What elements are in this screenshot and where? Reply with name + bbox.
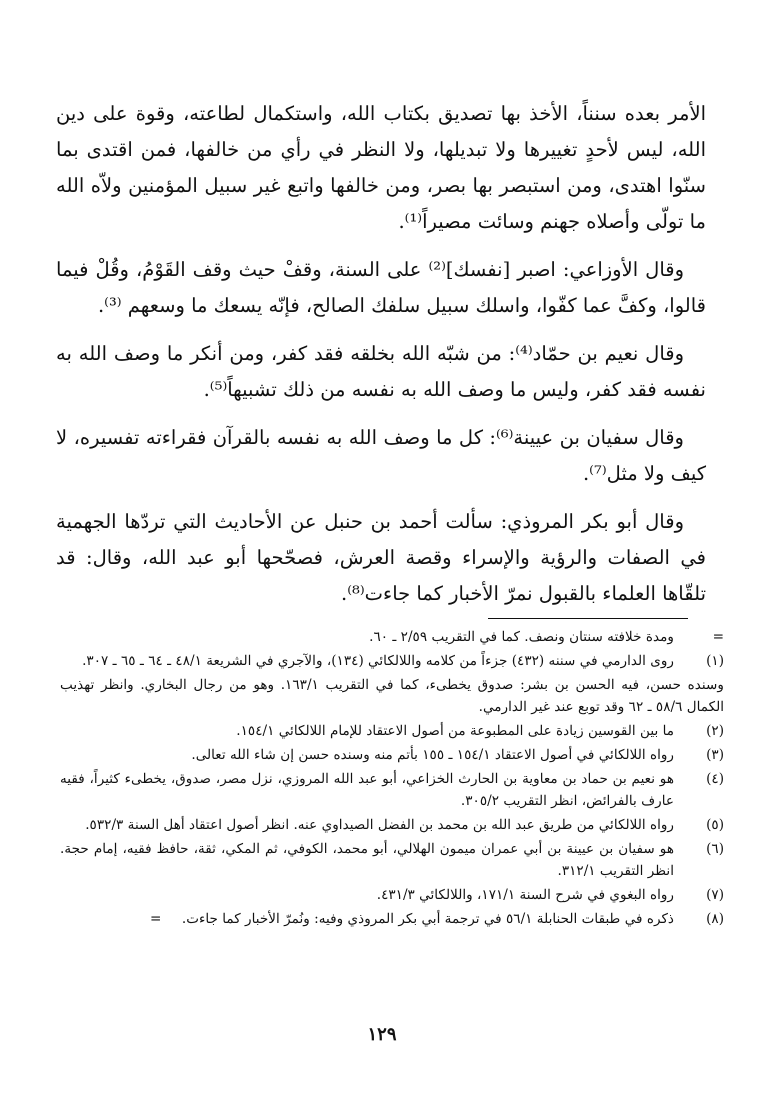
footnote-number: (٥) [706,817,724,833]
footnote-1 [60,650,724,672]
paragraph-3: وقال نعيم بن حمّاد⁽⁴⁾: من شبّه الله بخلقه فقد كفر، ومن أنكر ما وصف الله به نفسه فقد كفر، وليس ما وصف الله به نفسه من ذلك تشبيهاً⁽⁵⁾. [56,342,706,401]
footnote-8-body [60,908,674,930]
footnote-3 [60,744,724,766]
footnote-text: ومدة خلافته سنتان ونصف. كما في التقريب ٢/٥٩ ـ ٦٠. [369,629,674,645]
footnotes [60,626,724,932]
footnote-number: (٤) [706,771,724,787]
footnote-text: هو نعيم بن حماد بن معاوية بن الحارث الخزاعي، أبو عبد الله المروزي، نزل مصر، صدوق، يخطىء كثيراً، فقيه عارف بالفرائض، انظر التقريب ٣٠٥/٢. [60,771,674,809]
footnote-text: وسنده حسن، فيه الحسن بن بشر: صدوق يخطىء، كما في التقريب ١٦٣/١. وهو من رجال البخاري. وانظر تهذيب الكمال ٥٨/٦ ـ ٦٢ وقد توبع عند غير الدارمي. [60,677,724,715]
paragraph-2: وقال الأوزاعي: اصبر [نفسك]⁽²⁾ على السنة، وقفْ حيث وقف القَوْمُ، وقُلْ فيما قالوا، وكفَّ عما كفّوا، واسلك سبيل سلفك الصالح، فإنّه يسعك ما وسعهم ⁽³⁾. [56,258,706,317]
footnote-text: روى الدارمي في سننه (٤٣٢) جزءاً من كلامه واللالكائي (١٣٤)، والآجري في الشريعة ٤٨/١ ـ ٦٤ ـ ٦٥ ـ ٣٠٧. [82,653,674,669]
footnote-7 [60,884,724,906]
footnote-6 [60,838,724,882]
footnote-8 [60,908,724,930]
page-number: ١٢٩ [367,1024,397,1045]
footnote-4 [60,768,724,812]
footnote-number: (٧) [706,887,724,903]
paragraph-1: الأمر بعده سنناً، الأخذ بها تصديق بكتاب الله، واستكمال لطاعته، وقوة على دين الله، ليس لأحدٍ تغييرها ولا تبديلها، ولا النظر في رأي من خالفها، فمن اقتدى بما سنّوا اهتدى، ومن استبصر بها بصر، ومن خالفها واتبع غير سبيل المؤمنين ولاّه الله ما تولّى وأصلاه جهنم وسائت مصيراً⁽¹⁾. [56,102,706,233]
footnote-5 [60,814,724,836]
footnote-text: رواه اللالكائي من طريق عبد الله بن محمد بن الفضل الصيداوي عنه. انظر أصول اعتقاد أهل السنة ٥٣٢/٣. [85,817,674,833]
continued-marker: = [150,911,162,927]
footnote-text: هو سفيان بن عيينة بن أبي عمران ميمون الهلالي، أبو محمد، الكوفي، ثم المكي، ثقة، حافظ فقيه، إمام حجة. انظر التقريب ٣١٢/١. [60,841,674,879]
footnote-number: (٣) [706,747,724,763]
footnote-2 [60,720,724,742]
paragraph-5: وقال أبو بكر المروذي: سألت أحمد بن حنبل عن الأحاديث التي تردّها الجهمية في الصفات والرؤية والإسراء وقصة العرش، فصحّحها أبو عبد الله، وقال: قد تلقّاها العلماء بالقبول نمرّ الأخبار كما جاءت⁽⁸⁾. [56,510,706,605]
footnote-number: (٨) [706,911,724,927]
footnote-text: رواه اللالكائي في أصول الاعتقاد ١٥٤/١ ـ ١٥٥ بأتم منه وسنده حسن إن شاء الله تعالى. [191,747,674,763]
main-text [56,96,706,624]
paragraph-4: وقال سفيان بن عيينة⁽⁶⁾: كل ما وصف الله به نفسه بالقرآن فقراءته تفسيره، لا كيف ولا مثل⁽⁷⁾. [56,426,706,485]
footnote-number: (٦) [706,841,724,857]
footnote-text: رواه البغوي في شرح السنة ١٧١/١، واللالكائي ٤٣١/٣. [376,887,674,903]
footnote-continuation [60,626,724,648]
footnote-number: (١) [706,653,724,669]
continuation-marker: = [712,629,724,645]
footnote-number: (٢) [706,723,724,739]
footnote-text: ذكره في طبقات الحنابلة ٥٦/١ في ترجمة أبي بكر المروذي وفيه: ونُمرّ الأخبار كما جاءت. [181,911,674,927]
footnote-text: ما بين القوسين زيادة على المطبوعة من أصول الاعتقاد للإمام اللالكائي ١٥٤/١. [236,723,674,739]
footnote-separator [488,618,688,619]
footnote-1-extra [60,674,724,718]
